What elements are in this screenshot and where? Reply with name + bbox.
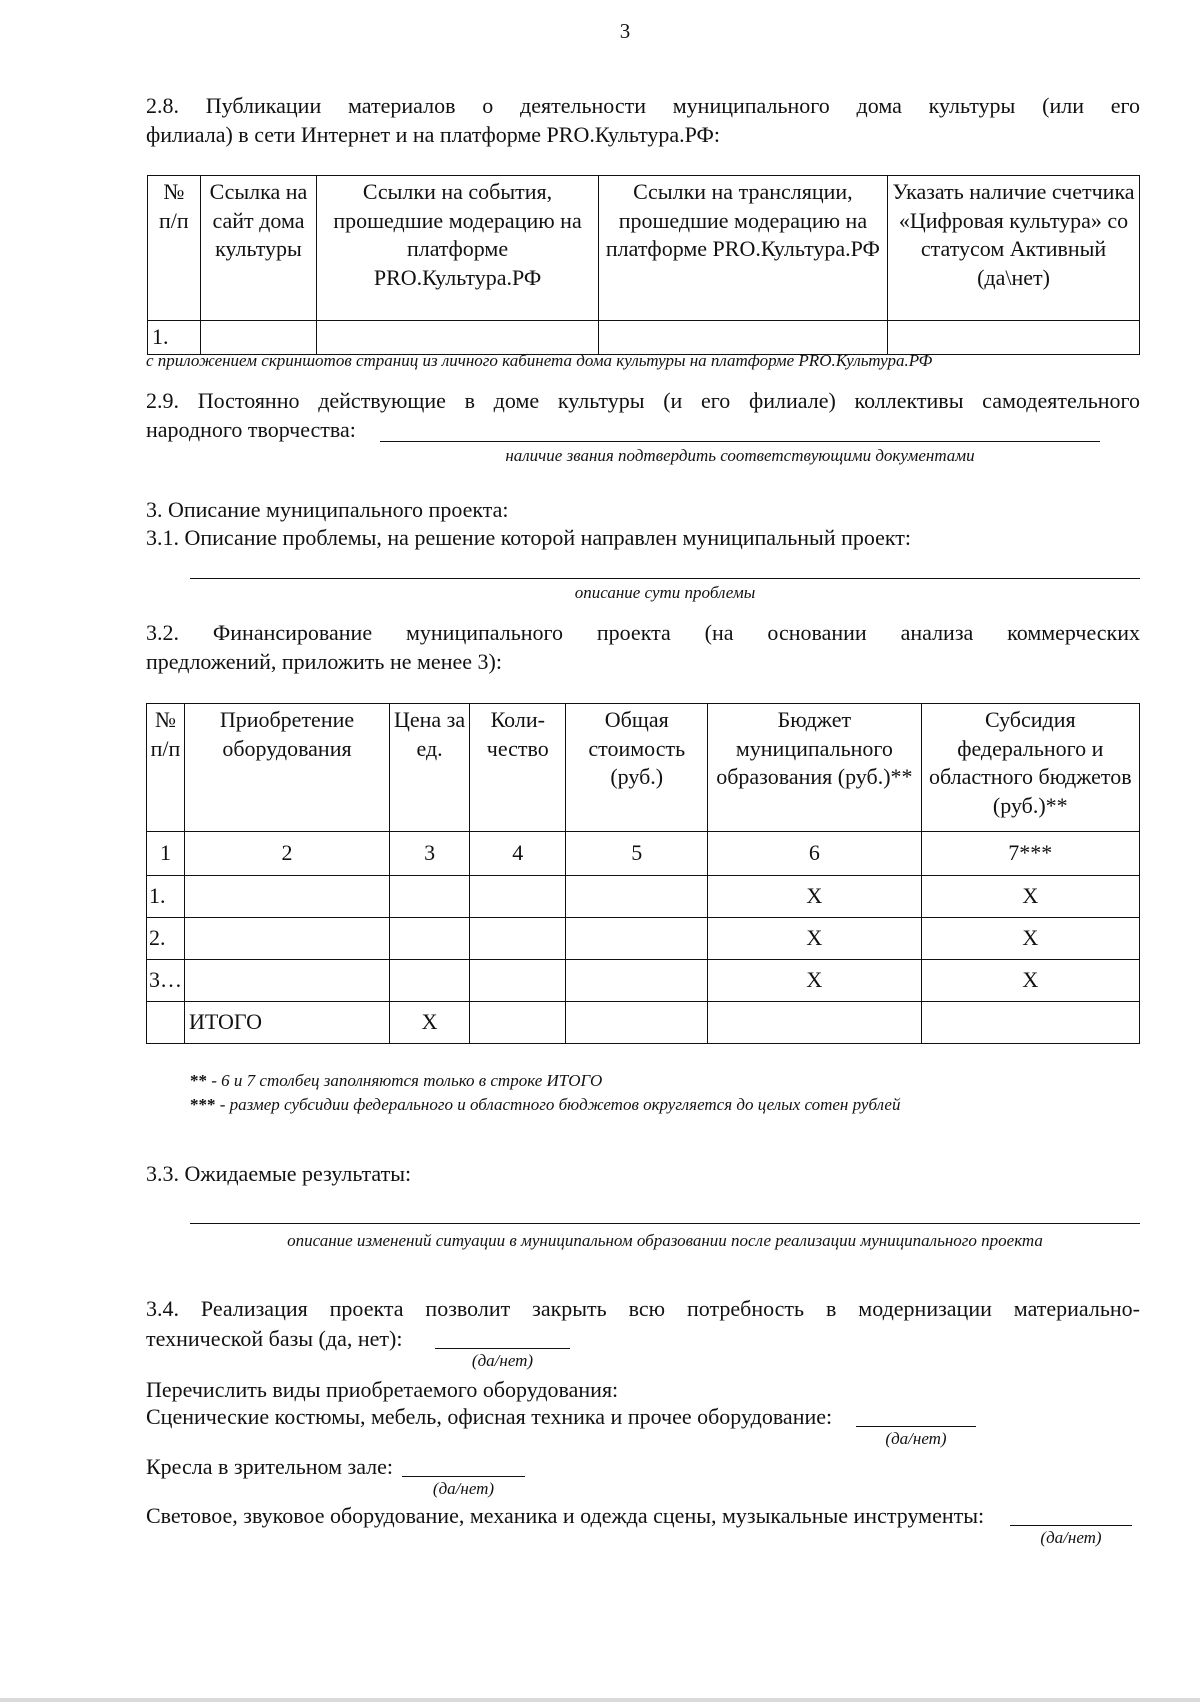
fin-row-2-total[interactable] — [566, 918, 708, 960]
footnote-2 — [190, 1094, 1140, 1116]
fin-row-3-subsidy: Х — [921, 960, 1139, 1002]
equipment-item-3-input[interactable] — [1010, 1501, 1132, 1526]
fin-col-price: Цена за ед. — [389, 704, 469, 832]
fin-col-total: Общая стоимость (руб.) — [566, 704, 708, 832]
fin-colnum-7: 7*** — [921, 832, 1139, 876]
fin-row-1-total[interactable] — [566, 876, 708, 918]
fin-row-1-equipment[interactable] — [185, 876, 390, 918]
section-3-4-line2: технической базы (да, нет): — [146, 1326, 403, 1351]
section-2-9-line2: народного творчества: — [146, 417, 356, 442]
fin-row-2-num: 2. — [147, 918, 185, 960]
full-need-input-line[interactable] — [435, 1324, 570, 1349]
pub-col-counter: Указать наличие счетчика «Цифровая культура» со статусом Активный (да\нет) — [888, 176, 1140, 321]
collectives-hint: наличие звания подтвердить соответствующими документами — [505, 446, 975, 465]
pub-col-streams: Ссылки на трансляции, прошедшие модерацию на платформе PRO.Культура.РФ — [598, 176, 887, 321]
results-hint: описание изменений ситуации в муниципальном образовании после реализации муниципального проекта — [287, 1231, 1043, 1250]
section-3-4-line1: 3.4. Реализация проекта позволит закрыть всю потребность в модернизации материально- — [146, 1296, 1140, 1321]
scan-edge — [0, 1698, 1200, 1702]
pub-col-num: № п/п — [148, 176, 201, 321]
fin-col-num: № п/п — [147, 704, 185, 832]
equipment-item-3: Световое, звуковое оборудование, механика и одежда сцены, музыкальные инструменты: — [146, 1503, 985, 1528]
fin-row-3-total[interactable] — [566, 960, 708, 1002]
section-2-8-line2: филиала) в сети Интернет и на платформе PRO.Культура.РФ: — [146, 122, 721, 147]
fin-col-equipment: Приобретение оборудования — [185, 704, 390, 832]
equipment-list-title: Перечислить виды приобретаемого оборудования: — [146, 1377, 619, 1402]
fin-total-total[interactable] — [566, 1002, 708, 1044]
problem-input-line[interactable] — [190, 555, 1140, 579]
equipment-item-2: Кресла в зрительном зале: — [146, 1454, 394, 1479]
fin-row-3-municipal: Х — [708, 960, 921, 1002]
equipment-item-2-input[interactable] — [402, 1452, 525, 1477]
section-3-2-line1: 3.2. Финансирование муниципального проекта (на основании анализа коммерческих — [146, 620, 1140, 645]
fin-row-2-equipment[interactable] — [185, 918, 390, 960]
footnote-2-mark: *** — [190, 1095, 216, 1114]
fin-total-subsidy[interactable] — [921, 1002, 1139, 1044]
fin-total-municipal[interactable] — [708, 1002, 921, 1044]
fin-colnum-4: 4 — [470, 832, 566, 876]
fin-colnum-3: 3 — [389, 832, 469, 876]
publications-note: с приложением скриншотов страниц из личного кабинета дома культуры на платформе PRO.Культура.РФ — [146, 351, 933, 370]
fin-row-1-subsidy: Х — [921, 876, 1139, 918]
fin-row-2-price[interactable] — [389, 918, 469, 960]
fin-row-2-municipal: Х — [708, 918, 921, 960]
fin-row-1-municipal: Х — [708, 876, 921, 918]
fin-row-1-price[interactable] — [389, 876, 469, 918]
full-need-hint: (да/нет) — [471, 1351, 534, 1370]
problem-hint: описание сути проблемы — [574, 583, 756, 602]
fin-total-price: Х — [389, 1002, 469, 1044]
equipment-item-1: Сценические костюмы, мебель, офисная техника и прочее оборудование: — [146, 1404, 833, 1429]
equipment-item-1-hint: (да/нет) — [885, 1429, 947, 1448]
fin-colnum-1: 1 — [147, 832, 185, 876]
footnote-1 — [190, 1070, 1140, 1092]
fin-total-num — [147, 1002, 185, 1044]
collectives-input-line[interactable] — [380, 414, 1100, 442]
financing-table — [146, 703, 1140, 1044]
fin-colnum-5: 5 — [566, 832, 708, 876]
equipment-item-1-input[interactable] — [856, 1402, 976, 1427]
equipment-item-3-hint: (да/нет) — [1040, 1528, 1102, 1547]
fin-col-quantity: Коли-чество — [470, 704, 566, 832]
fin-total-quantity[interactable] — [470, 1002, 566, 1044]
fin-row-2-subsidy: Х — [921, 918, 1139, 960]
page-number: 3 — [619, 19, 631, 43]
fin-row-3-equipment[interactable] — [185, 960, 390, 1002]
footnote-1-text: - 6 и 7 столбец заполняются только в строке ИТОГО — [207, 1071, 603, 1090]
section-3-1-text: 3.1. Описание проблемы, на решение которой направлен муниципальный проект: — [146, 525, 912, 550]
publications-table — [147, 175, 1140, 355]
fin-row-3-num: 3… — [147, 960, 185, 1002]
results-input-line[interactable] — [190, 1200, 1140, 1224]
footnote-1-mark: ** — [190, 1071, 207, 1090]
section-3-title: 3. Описание муниципального проекта: — [146, 497, 509, 522]
fin-row-1-quantity[interactable] — [470, 876, 566, 918]
fin-colnum-2: 2 — [185, 832, 390, 876]
fin-colnum-6: 6 — [708, 832, 921, 876]
fin-col-subsidy: Субсидия федерального и областного бюджетов (руб.)** — [921, 704, 1139, 832]
section-3-2-line2: предложений, приложить не менее 3): — [146, 649, 502, 674]
pub-row-1-num: 1. — [148, 321, 201, 355]
pub-col-events: Ссылки на события, прошедшие модерацию на платформе PRO.Культура.РФ — [317, 176, 598, 321]
fin-col-municipal: Бюджет муниципального образования (руб.)** — [708, 704, 921, 832]
equipment-item-2-hint: (да/нет) — [432, 1479, 495, 1498]
section-3-3-title: 3.3. Ожидаемые результаты: — [146, 1161, 412, 1186]
footnote-2-text: - размер субсидии федерального и областного бюджетов округляется до целых сотен рублей — [215, 1095, 901, 1114]
fin-row-3-price[interactable] — [389, 960, 469, 1002]
fin-row-1-num: 1. — [147, 876, 185, 918]
fin-total-label: ИТОГО — [185, 1002, 390, 1044]
fin-row-2-quantity[interactable] — [470, 918, 566, 960]
fin-row-3-quantity[interactable] — [470, 960, 566, 1002]
section-2-9-line1: 2.9. Постоянно действующие в доме культуры (и его филиале) коллективы самодеятельного — [146, 388, 1140, 413]
pub-col-site: Ссылка на сайт дома культуры — [200, 176, 317, 321]
section-2-8-line1: 2.8. Публикации материалов о деятельности муниципального дома культуры (или его — [146, 93, 1140, 118]
